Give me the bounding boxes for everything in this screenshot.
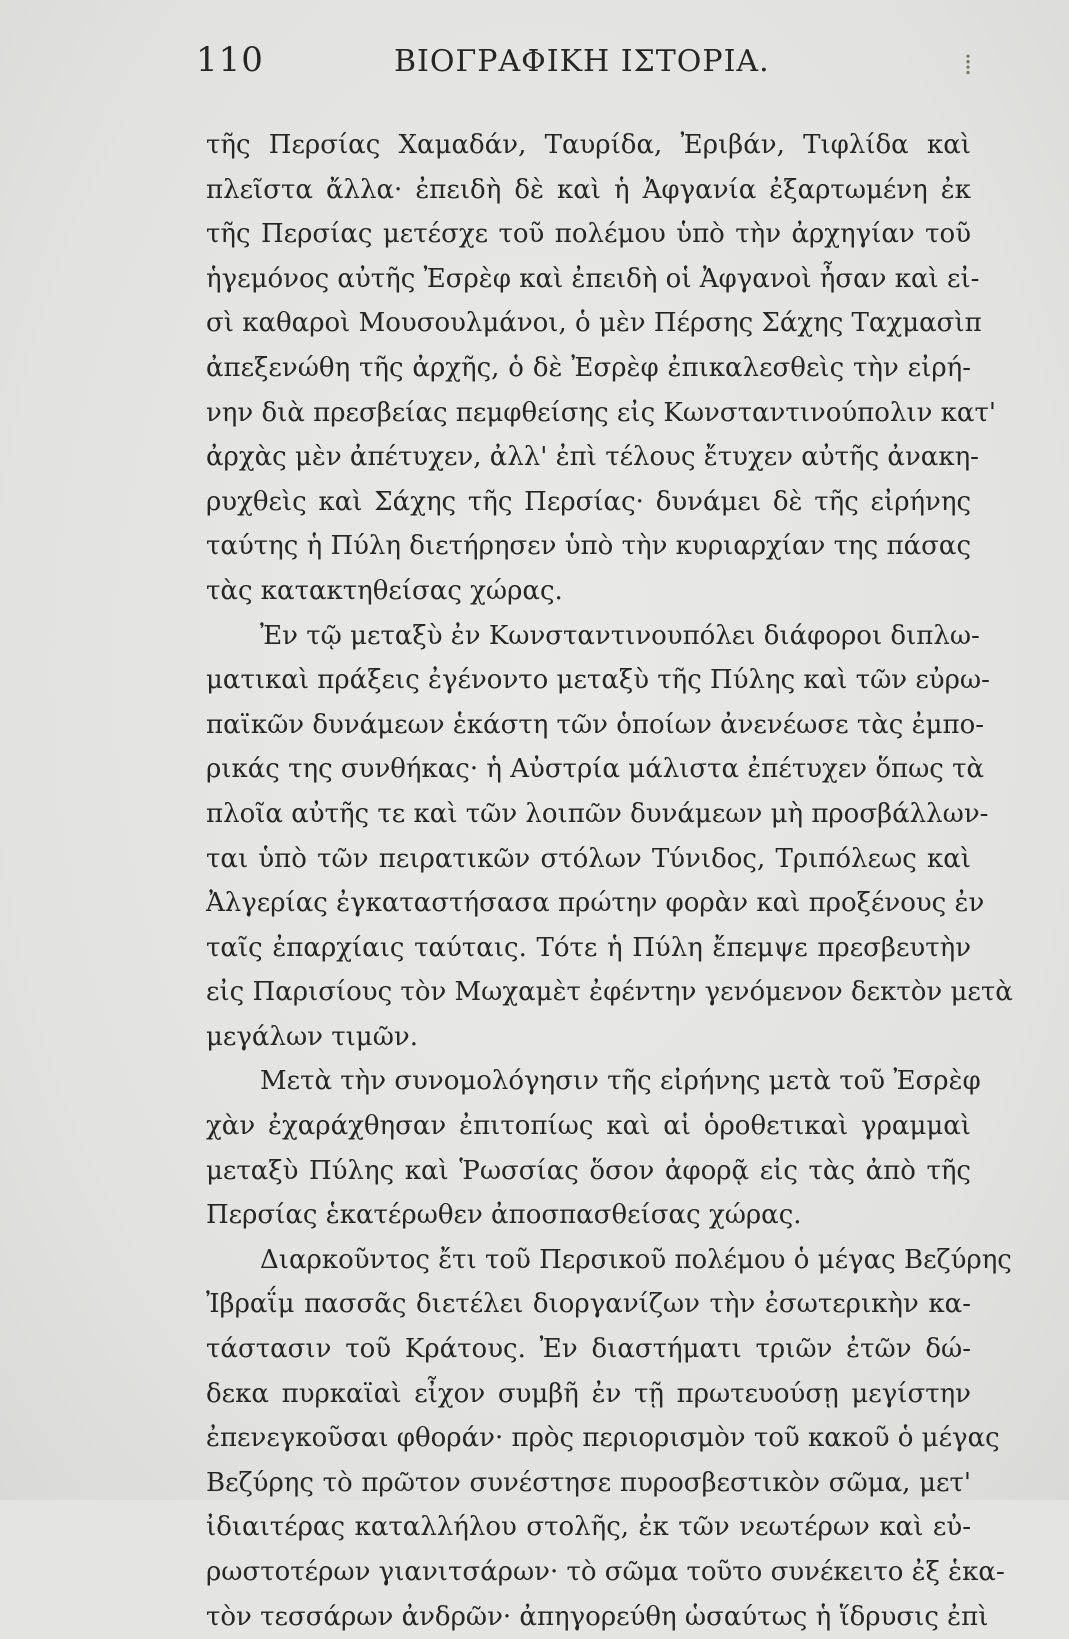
text-line: μεταξὺ Πύλης καὶ Ῥωσσίας ὅσον ἀφορᾷ εἰς τὰς ἀπὸ τῆς (206, 1155, 971, 1186)
text-line: χὰν ἐχαράχθησαν ἐπιτοπίως καὶ αἱ ὁροθετικαὶ γραμμαὶ (206, 1111, 971, 1142)
text-body (206, 123, 1013, 1639)
text-line: Ἐν τῷ μεταξὺ ἐν Κωνσταντινουπόλει διάφοροι διπλω- (260, 620, 980, 651)
text-line: ἐπενεγκοῦσαι φθοράν· πρὸς περιορισμὸν τοῦ κακοῦ ὁ μέγας (206, 1423, 1000, 1454)
text-line: δεκα πυρκαϊαὶ εἶχον συμβῆ ἐν τῇ πρωτευούσῃ μεγίστην (206, 1378, 971, 1409)
text-line: ἡγεμόνος αὐτῆς Ἐσρὲφ καὶ ἐπειδὴ οἱ Ἀφγανοὶ ἦσαν καὶ εἰ- (206, 263, 980, 294)
text-line: ἰδιαιτέρας καταλλήλου στολῆς, ἐκ τῶν νεωτέρων καὶ εὐ- (206, 1512, 971, 1543)
text-line: τῆς Περσίας Χαμαδάν, Ταυρίδα, Ἐριβάν, Τιφλίδα καὶ (206, 130, 971, 160)
text-line: ἀρχὰς μὲν ἀπέτυχεν, ἀλλ' ἐπὶ τέλους ἔτυχεν αὐτῆς ἀνακη- (206, 442, 979, 473)
text-line: ματικαὶ πράξεις ἐγένοντο μεταξὺ τῆς Πύλης καὶ τῶν εὐρω- (206, 665, 990, 696)
text-line: τὰς κατακτηθείσας χώρας. (206, 575, 563, 606)
text-line: ρυχθεὶς καὶ Σάχης τῆς Περσίας· δυνάμει δὲ τῆς εἰρήνης (206, 486, 971, 517)
page-header (196, 40, 986, 90)
text-line: Μετὰ τὴν συνομολόγησιν τῆς εἰρήνης μετὰ τοῦ Ἐσρὲφ (260, 1066, 981, 1097)
text-line: ρωστοτέρων γιανιτσάρων· τὸ σῶμα τοῦτο συνέκειτο ἐξ ἑκα- (206, 1557, 1005, 1587)
text-line: Ἀλγερίας ἐγκαταστήσασα πρώτην φορὰν καὶ προξένους ἐν (206, 888, 985, 919)
text-line: τάστασιν τοῦ Κράτους. Ἐν διαστήματι τριῶν ἐτῶν δώ- (206, 1334, 971, 1365)
text-line: πλεῖστα ἄλλα· ἐπειδὴ δὲ καὶ ἡ Ἀφγανία ἐξαρτωμένη ἐκ (206, 174, 971, 205)
text-line: σὶ καθαροὶ Μουσουλμάνοι, ὁ μὲν Πέρσης Σάχης Ταχμασὶπ (206, 308, 982, 339)
text-line: Ἰβραΐμ πασσᾶς διετέλει διοργανίζων τὴν ἐσωτερικὴν κα- (206, 1289, 971, 1320)
text-line: ταῖς ἐπαρχίαις ταύταις. Τότε ἡ Πύλη ἔπεμψε πρεσβευτὴν (206, 932, 971, 963)
text-line: Διαρκοῦντος ἔτι τοῦ Περσικοῦ πολέμου ὁ μέγας Βεζύρης (260, 1244, 1012, 1275)
text-line: ταύτης ἡ Πύλη διετήρησεν ὑπὸ τὴν κυριαρχίαν της πάσας (206, 531, 971, 562)
text-line: ἀπεξενώθη τῆς ἀρχῆς, ὁ δὲ Ἐσρὲφ ἐπικαλεσθεὶς τὴν εἰρή- (206, 352, 971, 383)
text-line: νην διὰ πρεσβείας πεμφθείσης εἰς Κωνσταντινούπολιν κατ' (206, 397, 997, 428)
text-line: ρικάς της συνθήκας· ἡ Αὐστρία μάλιστα ἐπέτυχεν ὅπως τὰ (206, 754, 985, 785)
text-line: παϊκῶν δυνάμεων ἑκάστη τῶν ὁποίων ἀνενέωσε τὰς ἐμπο- (206, 709, 985, 740)
text-line: εἰς Παρισίους τὸν Μωχαμὲτ ἐφέντην γενόμενον δεκτὸν μετὰ (206, 977, 1013, 1008)
running-title: ΒΙΟΓΡΑΦΙΚΗ ΙΣΤΟΡΙΑ. (394, 44, 770, 79)
text-line: μεγάλων τιμῶν. (206, 1021, 418, 1052)
text-line: Βεζύρης τὸ πρῶτον συνέστησε πυροσβεστικὸν σῶμα, μετ' (206, 1467, 971, 1498)
text-line: Περσίας ἑκατέρωθεν ἀποσπασθείσας χώρας. (206, 1200, 802, 1231)
text-line: πλοῖα αὐτῆς τε καὶ τῶν λοιπῶν δυνάμεων μὴ προσβάλλων- (206, 798, 989, 829)
page-number: 110 (196, 40, 264, 80)
text-line: τὸν τεσσάρων ἀνδρῶν· ἀπηγορεύθη ὡσαύτως ἡ ἵδρυσις ἐπὶ (206, 1601, 989, 1632)
text-line: τῆς Περσίας μετέσχε τοῦ πολέμου ὑπὸ τὴν ἀρχηγίαν τοῦ (206, 219, 971, 250)
binding-mark-icon: ⁞ (964, 48, 972, 81)
text-line: ται ὑπὸ τῶν πειρατικῶν στόλων Τύνιδος, Τριπόλεως καὶ (206, 843, 971, 874)
